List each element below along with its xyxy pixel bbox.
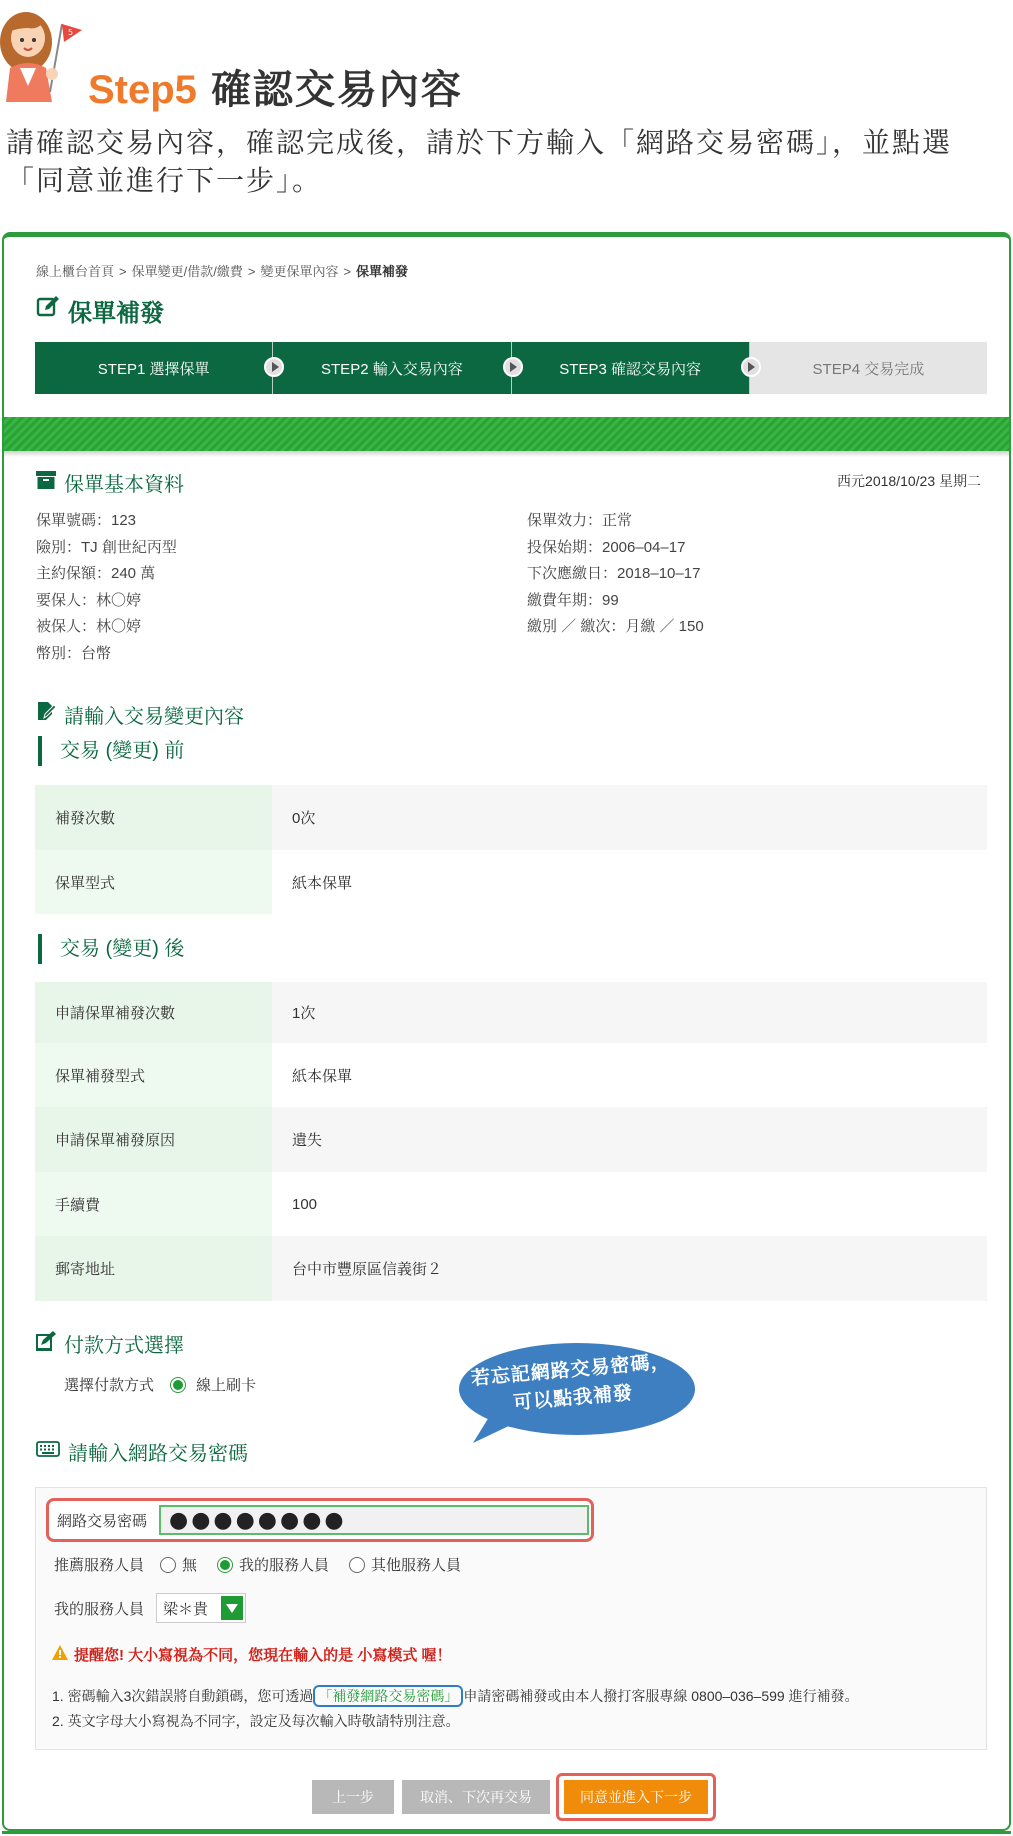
table-row: 申請保單補發原因 遺失 — [35, 1107, 987, 1172]
payment-option-label: 線上刷卡 — [196, 1377, 257, 1394]
archive-icon — [36, 471, 56, 495]
prev-button[interactable]: 上一步 — [312, 1780, 394, 1814]
payment-years: 繳費年期：99 — [527, 591, 619, 609]
payment-method-label: 選擇付款方式 — [64, 1377, 155, 1394]
insured-person: 被保人：林〇婷 — [36, 618, 142, 635]
edit-icon — [36, 295, 60, 326]
next-button-highlight — [556, 1773, 716, 1821]
breadcrumb-home[interactable]: 線上櫃台首頁 — [36, 264, 115, 279]
recommend-radio-none[interactable] — [160, 1557, 176, 1573]
after-heading: 交易 (變更) 後 — [38, 934, 184, 964]
password-box — [35, 1487, 987, 1750]
step-1: STEP1 選擇保單 — [35, 342, 272, 394]
step-2: STEP2 輸入交易內容 — [272, 342, 510, 394]
step-4: STEP4 交易完成 — [749, 342, 987, 394]
table-row: 郵寄地址 台中市豐原區信義街２ — [35, 1236, 987, 1301]
green-divider-band — [4, 417, 1009, 451]
payment-heading: 付款方式選擇 — [36, 1329, 184, 1358]
step-heading — [88, 58, 463, 115]
my-staff-row — [54, 1593, 246, 1623]
table-row: 申請保單補發次數 1次 — [35, 982, 987, 1043]
insured-amount: 主約保額：240 萬 — [36, 565, 156, 582]
breadcrumb-policy-change[interactable]: 保單變更/借款/繳費 — [131, 264, 243, 279]
bubble-line-2: 可以點我補發 — [512, 1382, 634, 1415]
policy-info-left — [36, 508, 177, 667]
note-2: 2. 英文字母大小寫視為不同字，設定及每次輸入時敬請特別注意。 — [52, 1713, 460, 1729]
policy-info-right — [527, 508, 704, 641]
policy-info-heading: 保單基本資料 — [36, 468, 184, 497]
signature-icon — [36, 1331, 56, 1357]
recommend-label: 推薦服務人員 — [54, 1557, 145, 1574]
reissue-tip-bubble — [449, 1339, 695, 1447]
staff-select[interactable]: 梁＊貴 — [156, 1593, 246, 1623]
password-field-highlight — [46, 1498, 594, 1542]
cancel-button[interactable]: 取消、下次再交易 — [402, 1780, 550, 1814]
password-input[interactable] — [159, 1505, 589, 1535]
start-date: 投保始期：2006–04–17 — [527, 538, 686, 556]
policy-type: 險別：TJ 創世紀丙型 — [36, 538, 177, 556]
breadcrumb-current: 保單補發 — [356, 264, 409, 279]
policy-number: 保單號碼：123 — [36, 512, 137, 529]
table-row: 手續費 100 — [35, 1172, 987, 1236]
step-arrow-icon — [503, 357, 523, 377]
flag-number: 5 — [68, 28, 74, 37]
recommend-radio-my-staff[interactable] — [217, 1557, 233, 1573]
progress-steps — [35, 342, 987, 394]
payment-method-row — [64, 1374, 256, 1395]
reissue-password-link[interactable]: 「補發網路交易密碼」 — [313, 1685, 463, 1707]
password-notes — [52, 1684, 859, 1734]
recommend-staff-row: 推薦服務人員 無 我的服務人員 其他服務人員 — [54, 1554, 473, 1575]
table-row: 保單補發型式 紙本保單 — [35, 1043, 987, 1107]
note-1: 1. 密碼輸入3次錯誤將自動鎖碼，您可透過 「補發網路交易密碼」 申請密碼補發或由本人撥打客服專線 0800–036–599 進行補發。 — [52, 1684, 859, 1709]
payment-frequency: 繳別 ／ 繳次：月繳 ／ 150 — [527, 618, 704, 635]
step-arrow-icon — [741, 357, 761, 377]
step-3: STEP3 確認交易內容 — [511, 342, 749, 394]
keyboard-icon — [36, 1440, 60, 1463]
dropdown-arrow-icon — [219, 1594, 245, 1622]
currency: 幣別：台幣 — [36, 644, 112, 662]
recommend-radio-other-staff[interactable] — [349, 1557, 365, 1573]
policy-status: 保單效力：正常 — [527, 512, 633, 529]
password-heading: 請輸入網路交易密碼 — [36, 1437, 248, 1466]
table-row: 保單型式 紙本保單 — [35, 850, 987, 914]
step-label: Step5 — [88, 68, 197, 112]
bubble-line-1: 若忘記網路交易密碼， — [470, 1351, 672, 1390]
current-date: 西元2018/10/23 星期二 — [837, 473, 981, 489]
step-title: 確認交易內容 — [210, 68, 463, 112]
password-label: 網路交易密碼 — [57, 1512, 148, 1530]
edit-document-icon — [36, 702, 56, 728]
applicant: 要保人：林〇婷 — [36, 591, 142, 609]
table-row: 補發次數 0次 — [35, 785, 987, 850]
after-table — [35, 982, 987, 1301]
warning-icon — [52, 1645, 68, 1664]
payment-radio-online-card[interactable] — [170, 1377, 186, 1393]
breadcrumb: 線上櫃台首頁 > 保單變更/借款/繳費 > 變更保單內容 > 保單補發 — [36, 264, 409, 279]
agree-next-button[interactable]: 同意並進入下一步 — [564, 1780, 708, 1814]
intro-text: 請確認交易內容，確認完成後，請於下方輸入「網路交易密碼」，並點選「同意並進行下一步」。 — [6, 127, 953, 196]
my-staff-label: 我的服務人員 — [54, 1600, 145, 1618]
before-heading: 交易 (變更) 前 — [38, 736, 184, 766]
breadcrumb-change-content[interactable]: 變更保單內容 — [260, 264, 339, 279]
change-heading: 請輸入交易變更內容 — [36, 700, 244, 729]
caps-warning: 提醒您! 大小寫視為不同，您現在輸入的是 小寫模式 喔！ — [52, 1644, 452, 1665]
page-title: 保單補發 — [36, 293, 164, 328]
next-due-date: 下次應繳日：2018–10–17 — [527, 565, 701, 582]
before-table — [35, 785, 987, 914]
main-panel — [2, 232, 1011, 1831]
mascot-illustration — [0, 2, 95, 102]
